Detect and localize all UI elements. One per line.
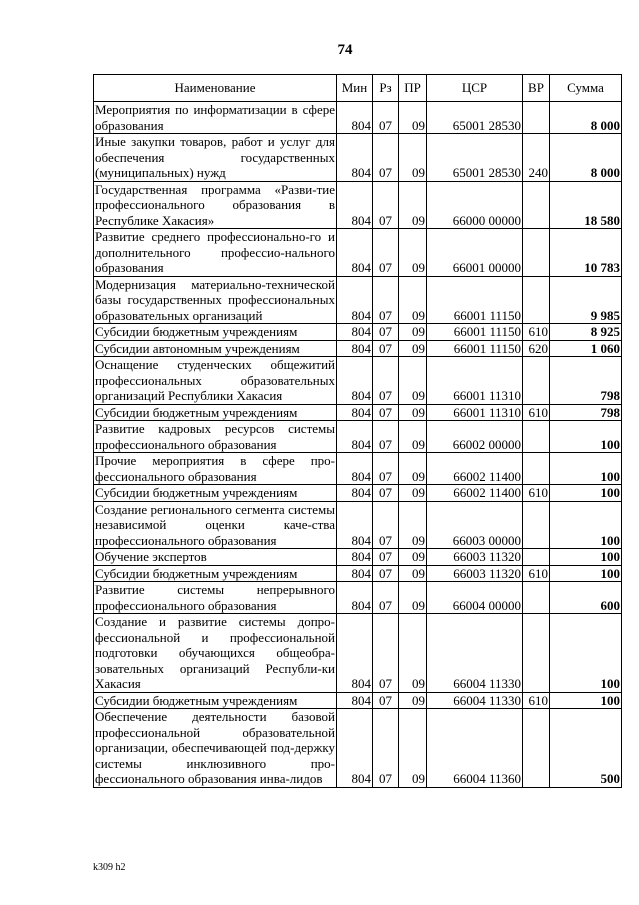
table-row <box>94 102 622 134</box>
cell-pr: 09 <box>399 357 427 405</box>
cell-min: 804 <box>337 357 373 405</box>
cell-name: Создание и развитие системы допро-фессиональной и профессиональной подготовки обучающихся общеобра-зовательных организаций Республи-ки Хакасия <box>95 614 335 691</box>
cell-csr: 66004 11330 <box>427 692 523 709</box>
cell-sum: 1 060 <box>550 340 622 357</box>
cell-vr: 620 <box>523 340 550 357</box>
table-row <box>94 549 622 566</box>
cell-min: 804 <box>337 582 373 614</box>
table-row <box>94 357 622 405</box>
cell-csr: 66004 11360 <box>427 709 523 788</box>
cell-sum: 798 <box>550 404 622 421</box>
table-row <box>94 582 622 614</box>
cell-vr <box>523 614 550 693</box>
table-body <box>94 102 622 788</box>
footer-code: k309 h2 <box>93 862 126 873</box>
cell-vr <box>523 181 550 229</box>
cell-pr: 09 <box>399 404 427 421</box>
cell-min: 804 <box>337 134 373 182</box>
cell-csr: 66003 00000 <box>427 501 523 549</box>
cell-vr: 610 <box>523 692 550 709</box>
cell-name: Субсидии бюджетным учреждениям <box>94 692 337 709</box>
cell-name: Субсидии бюджетным учреждениям <box>94 404 337 421</box>
header-sum: Сумма <box>550 75 622 102</box>
cell-sum: 100 <box>550 501 622 549</box>
cell-csr: 66000 00000 <box>427 181 523 229</box>
cell-sum: 8 000 <box>550 102 622 134</box>
cell-min: 804 <box>337 229 373 277</box>
cell-min: 804 <box>337 692 373 709</box>
cell-vr <box>523 582 550 614</box>
cell-sum: 600 <box>550 582 622 614</box>
cell-csr: 66001 11310 <box>427 357 523 405</box>
cell-name: Субсидии автономным учреждениям <box>94 340 337 357</box>
header-name: Наименование <box>94 75 337 102</box>
cell-csr: 66002 11400 <box>427 453 523 485</box>
cell-vr: 610 <box>523 485 550 502</box>
cell-pr: 09 <box>399 324 427 341</box>
cell-min: 804 <box>337 501 373 549</box>
cell-name: Субсидии бюджетным учреждениям <box>94 565 337 582</box>
cell-name: Обеспечение деятельности базовой профессиональной образовательной организации, обеспечивающей под-держку системы инклюзивного про-фессионального образования инва-лидов <box>95 709 335 786</box>
cell-name: Прочие мероприятия в сфере про-фессионального образования <box>95 453 335 484</box>
cell-min: 804 <box>337 614 373 693</box>
cell-name: Обучение экспертов <box>94 549 337 566</box>
cell-min: 804 <box>337 340 373 357</box>
cell-pr: 09 <box>399 565 427 582</box>
table-row <box>94 453 622 485</box>
cell-name: Иные закупки товаров, работ и услуг для обеспечения государственных (муниципальных) нужд <box>95 134 335 180</box>
cell-vr: 240 <box>523 134 550 182</box>
cell-rz: 07 <box>373 549 399 566</box>
cell-vr: 610 <box>523 404 550 421</box>
cell-rz: 07 <box>373 485 399 502</box>
cell-vr <box>523 357 550 405</box>
cell-pr: 09 <box>399 692 427 709</box>
cell-rz: 07 <box>373 453 399 485</box>
cell-vr <box>523 229 550 277</box>
cell-pr: 09 <box>399 229 427 277</box>
cell-sum: 8 000 <box>550 134 622 182</box>
cell-sum: 100 <box>550 421 622 453</box>
table-row <box>94 134 622 182</box>
cell-vr: 610 <box>523 324 550 341</box>
cell-name: Государственная программа «Разви-тие профессионального образования в Республике Хакасия» <box>95 181 335 228</box>
cell-min: 804 <box>337 421 373 453</box>
cell-csr: 66001 00000 <box>427 229 523 277</box>
cell-rz: 07 <box>373 102 399 134</box>
cell-min: 804 <box>337 404 373 421</box>
table-header-row <box>94 75 622 102</box>
table-row <box>94 421 622 453</box>
cell-min: 804 <box>337 485 373 502</box>
cell-vr <box>523 501 550 549</box>
cell-csr: 66001 11150 <box>427 276 523 324</box>
cell-sum: 9 985 <box>550 276 622 324</box>
cell-sum: 100 <box>550 485 622 502</box>
cell-vr <box>523 276 550 324</box>
table-row <box>94 324 622 341</box>
cell-min: 804 <box>337 276 373 324</box>
cell-csr: 66001 11150 <box>427 324 523 341</box>
table-row <box>94 565 622 582</box>
cell-rz: 07 <box>373 565 399 582</box>
table-row <box>94 692 622 709</box>
cell-csr: 66002 00000 <box>427 421 523 453</box>
cell-csr: 66001 11310 <box>427 404 523 421</box>
header-vr: ВР <box>523 75 550 102</box>
cell-csr: 66004 11330 <box>427 614 523 693</box>
cell-rz: 07 <box>373 692 399 709</box>
header-min: Мин <box>337 75 373 102</box>
page-number: 74 <box>337 42 353 58</box>
cell-pr: 09 <box>399 181 427 229</box>
cell-pr: 09 <box>399 485 427 502</box>
table-row <box>94 404 622 421</box>
cell-rz: 07 <box>373 421 399 453</box>
cell-sum: 100 <box>550 692 622 709</box>
cell-pr: 09 <box>399 501 427 549</box>
cell-sum: 100 <box>550 549 622 566</box>
cell-csr: 66004 00000 <box>427 582 523 614</box>
cell-pr: 09 <box>399 582 427 614</box>
cell-rz: 07 <box>373 134 399 182</box>
cell-name: Создание регионального сегмента системы независимой оценки каче-ства профессионального образования <box>95 501 335 548</box>
cell-vr: 610 <box>523 565 550 582</box>
cell-name: Мероприятия по информатизации в сфере образования <box>95 102 335 133</box>
cell-name: Оснащение студенческих общежитий профессиональных образовательных организаций Республики Хакасия <box>95 357 335 403</box>
cell-name: Субсидии бюджетным учреждениям <box>94 324 337 341</box>
cell-rz: 07 <box>373 404 399 421</box>
cell-rz: 07 <box>373 582 399 614</box>
table-row <box>94 276 622 324</box>
header-csr: ЦСР <box>427 75 523 102</box>
cell-csr: 66002 11400 <box>427 485 523 502</box>
table-row <box>94 485 622 502</box>
cell-min: 804 <box>337 453 373 485</box>
budget-table <box>93 74 622 788</box>
cell-pr: 09 <box>399 421 427 453</box>
cell-sum: 10 783 <box>550 229 622 277</box>
cell-name: Развитие кадровых ресурсов системы профессионального образования <box>95 421 335 452</box>
cell-pr: 09 <box>399 453 427 485</box>
cell-min: 804 <box>337 324 373 341</box>
cell-rz: 07 <box>373 340 399 357</box>
table-row <box>94 501 622 549</box>
cell-csr: 65001 28530 <box>427 102 523 134</box>
cell-rz: 07 <box>373 229 399 277</box>
cell-sum: 798 <box>550 357 622 405</box>
cell-min: 804 <box>337 709 373 788</box>
cell-pr: 09 <box>399 614 427 693</box>
cell-pr: 09 <box>399 709 427 788</box>
cell-csr: 65001 28530 <box>427 134 523 182</box>
cell-min: 804 <box>337 181 373 229</box>
cell-name: Субсидии бюджетным учреждениям <box>94 485 337 502</box>
cell-vr <box>523 549 550 566</box>
cell-vr <box>523 453 550 485</box>
cell-sum: 100 <box>550 565 622 582</box>
cell-csr: 66003 11320 <box>427 565 523 582</box>
cell-min: 804 <box>337 549 373 566</box>
cell-rz: 07 <box>373 709 399 788</box>
table-row <box>94 709 622 788</box>
cell-csr: 66003 11320 <box>427 549 523 566</box>
header-pr: ПР <box>399 75 427 102</box>
cell-pr: 09 <box>399 549 427 566</box>
table-row <box>94 614 622 693</box>
cell-rz: 07 <box>373 181 399 229</box>
cell-csr: 66001 11150 <box>427 340 523 357</box>
table-row <box>94 340 622 357</box>
cell-rz: 07 <box>373 324 399 341</box>
cell-min: 804 <box>337 102 373 134</box>
cell-rz: 07 <box>373 357 399 405</box>
cell-vr <box>523 102 550 134</box>
cell-rz: 07 <box>373 614 399 693</box>
cell-rz: 07 <box>373 501 399 549</box>
cell-min: 804 <box>337 565 373 582</box>
cell-vr <box>523 421 550 453</box>
cell-pr: 09 <box>399 134 427 182</box>
cell-sum: 100 <box>550 614 622 693</box>
cell-sum: 500 <box>550 709 622 788</box>
cell-pr: 09 <box>399 276 427 324</box>
cell-sum: 18 580 <box>550 181 622 229</box>
table-row <box>94 181 622 229</box>
cell-name: Модернизация материально-технической базы государственных профессиональных образовательных организаций <box>95 276 335 323</box>
header-rz: Рз <box>373 75 399 102</box>
cell-name: Развитие системы непрерывного профессионального образования <box>95 582 335 613</box>
cell-sum: 8 925 <box>550 324 622 341</box>
cell-pr: 09 <box>399 340 427 357</box>
cell-sum: 100 <box>550 453 622 485</box>
table-row <box>94 229 622 277</box>
cell-pr: 09 <box>399 102 427 134</box>
cell-vr <box>523 709 550 788</box>
cell-rz: 07 <box>373 276 399 324</box>
cell-name: Развитие среднего профессионально-го и дополнительного профессио-нального образования <box>95 229 335 275</box>
